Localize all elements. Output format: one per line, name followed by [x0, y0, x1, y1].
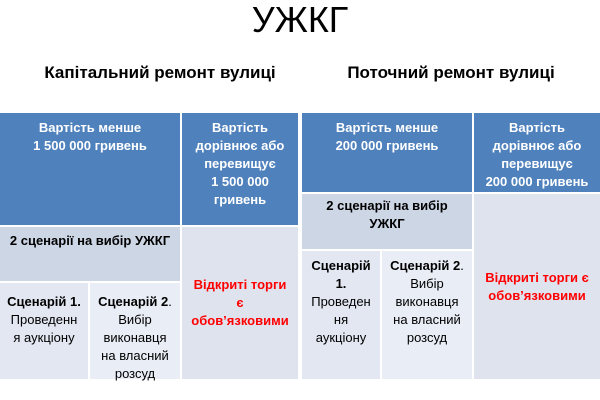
capital-repair-heading: Капітальний ремонт вулиці — [44, 63, 276, 82]
right-scenario-2-title-suffix: . — [460, 258, 464, 273]
left-scenario-2-line-3: на власний — [101, 348, 169, 363]
left-cost-above-line-1: Вартість — [212, 120, 268, 135]
right-scenario-1-line-3: аукціону — [315, 330, 367, 345]
right-open-tender-line-2: обов’язковими — [488, 287, 586, 303]
right-cost-above-header — [474, 113, 600, 192]
right-scenarios-label — [302, 194, 472, 249]
left-cost-above-header — [182, 113, 298, 225]
right-cost-above-line-4: 200 000 гривень — [485, 174, 589, 189]
left-open-tender-cell — [182, 227, 298, 379]
left-scenario-1 — [0, 283, 88, 379]
left-scenario-2-line-1: Вибір — [118, 312, 152, 327]
right-scenario-2-title: Сценарій 2 — [390, 258, 461, 273]
left-scenario-2-line-4: розсуд — [114, 366, 156, 381]
left-open-tender-line-2: є — [236, 295, 244, 310]
right-scenario-2-line-2: виконавця — [395, 294, 459, 309]
right-scenario-1-line-1: Проведен — [311, 294, 371, 309]
right-scenario-2-line-1: Вибір — [410, 276, 444, 291]
current-repair-heading: Поточний ремонт вулиці — [347, 63, 555, 82]
left-scenarios-label — [0, 227, 180, 281]
right-cost-above-line-2: дорівнює або — [492, 138, 582, 153]
right-scenario-1-title-line-2: 1. — [335, 276, 347, 291]
left-scenario-1-line-2: я аукціону — [13, 330, 75, 345]
right-scenarios-line-2: УЖКГ — [369, 216, 405, 231]
right-cost-above-line-3: перевищує — [501, 156, 573, 171]
left-scenario-1-title: Сценарій 1. — [7, 294, 81, 309]
left-cost-above-line-4: 1 500 000 — [211, 174, 269, 189]
left-cost-below-line-1: Вартість менше — [38, 120, 142, 135]
left-scenario-2-line-2: виконавця — [103, 330, 167, 345]
left-cost-above-line-2: дорівнює або — [195, 138, 285, 153]
right-scenario-1-title-line-1: Сценарій — [311, 258, 371, 273]
left-cost-below-header — [0, 113, 180, 225]
right-scenarios-line-1: 2 сценарії на вибір — [326, 198, 448, 213]
left-scenarios-text: 2 сценарії на вибір УЖКГ — [9, 233, 171, 248]
left-cost-above-line-3: перевищує — [204, 156, 276, 171]
left-open-tender-line-1: Відкриті торги — [193, 277, 287, 292]
right-scenario-1-line-2: ня — [333, 312, 349, 327]
right-scenario-2 — [382, 251, 472, 379]
right-scenario-2-line-3: на власний — [393, 312, 461, 327]
right-scenario-1 — [302, 251, 380, 379]
left-cost-below-line-2: 1 500 000 гривень — [33, 138, 147, 153]
left-scenario-2-title-suffix: . — [168, 294, 172, 309]
right-cost-below-line-1: Вартість менше — [335, 120, 439, 135]
left-open-tender-line-3: обов’язковими — [191, 313, 289, 328]
right-cost-below-header — [302, 113, 472, 192]
right-cost-above-line-1: Вартість — [509, 120, 565, 135]
left-scenario-2 — [90, 283, 180, 379]
right-cost-below-line-2: 200 000 гривень — [335, 138, 439, 153]
left-cost-above-line-5: гривень — [213, 192, 267, 207]
page-title: УЖКГ — [251, 0, 349, 40]
right-open-tender-cell — [474, 194, 600, 379]
left-scenario-1-line-1: Проведенн — [10, 312, 78, 327]
right-scenario-2-line-4: розсуд — [406, 330, 448, 345]
left-scenario-2-title: Сценарій 2 — [98, 294, 169, 309]
right-open-tender-line-1: Відкриті торги є — [485, 269, 589, 285]
